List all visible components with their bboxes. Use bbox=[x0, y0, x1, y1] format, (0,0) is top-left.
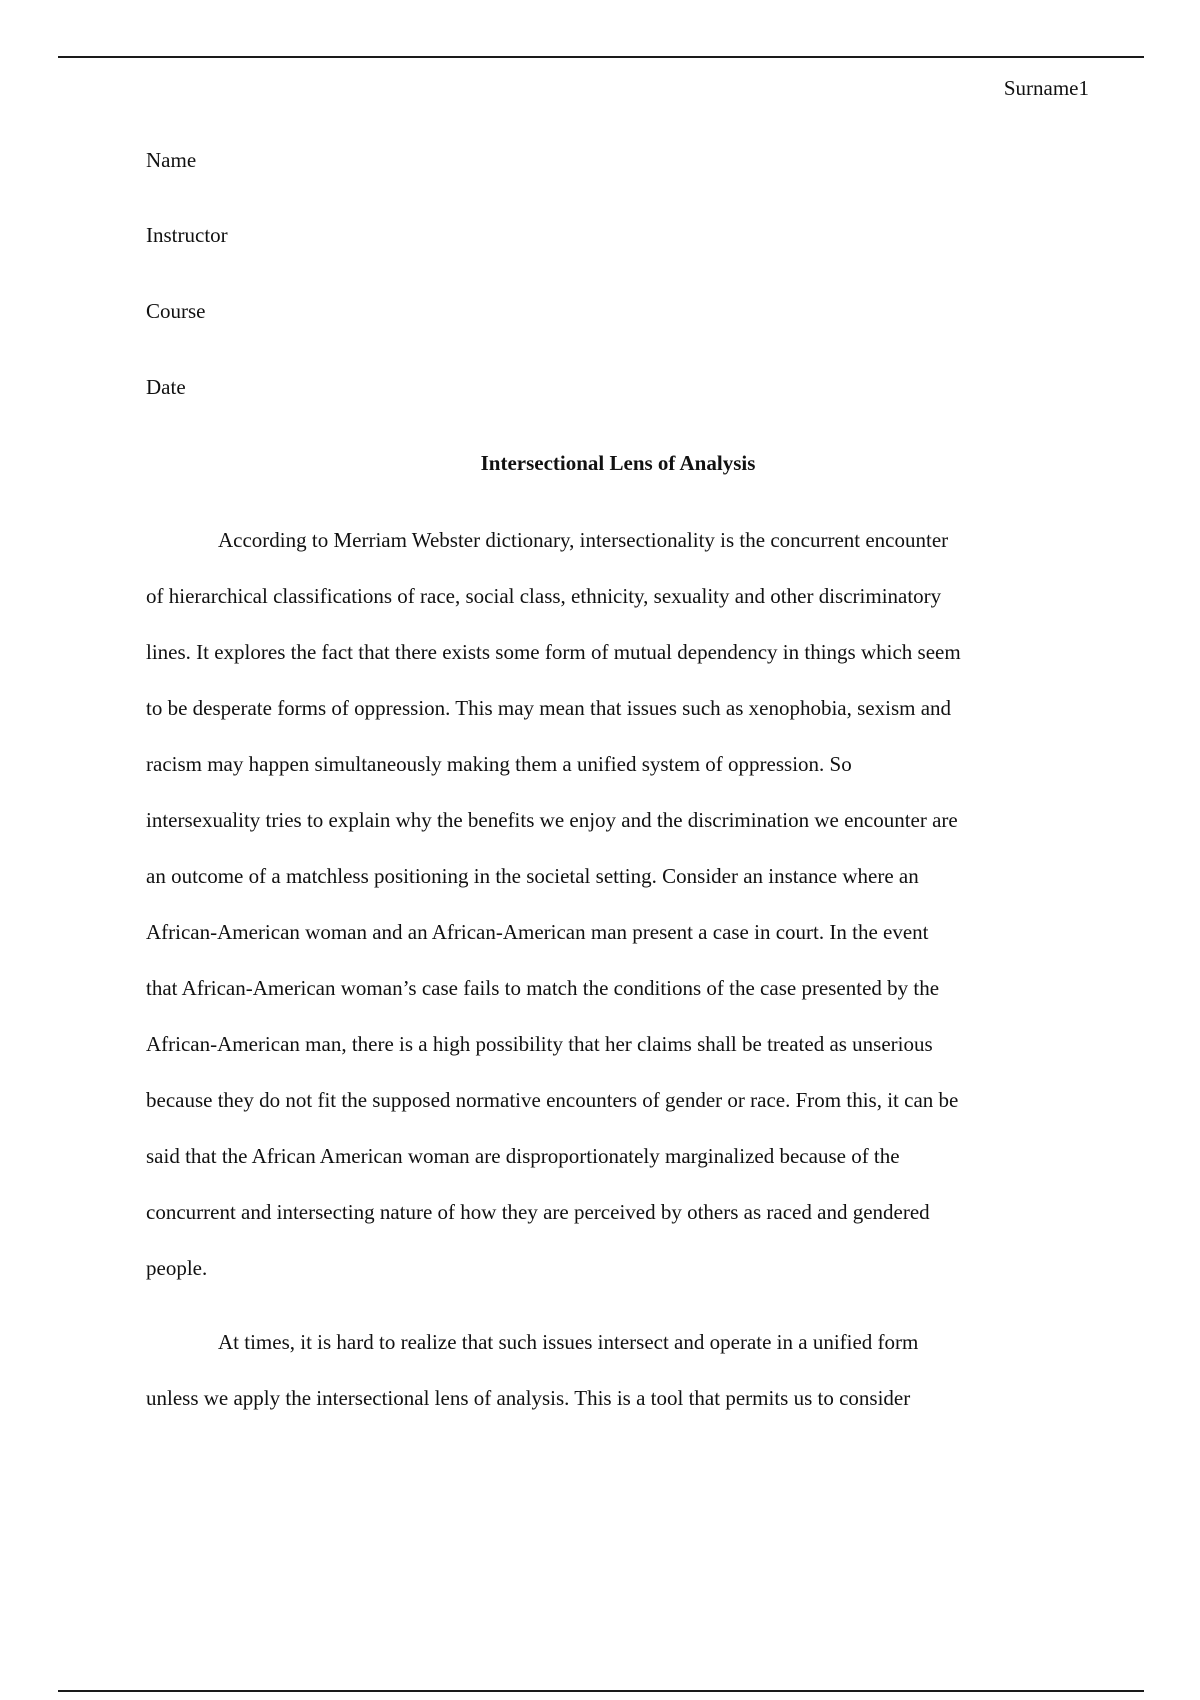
paragraph-line: because they do not fit the supposed normative encounters of gender or race. From this, it can be bbox=[146, 1088, 959, 1112]
document-body bbox=[146, 526, 1090, 1440]
paragraph-line: of hierarchical classifications of race, social class, ethnicity, sexuality and other discriminatory bbox=[146, 584, 942, 608]
heading-date: Date bbox=[146, 375, 186, 399]
paragraph-line: an outcome of a matchless positioning in the societal setting. Consider an instance where an bbox=[146, 864, 919, 888]
heading-name: Name bbox=[146, 148, 197, 172]
paragraph bbox=[146, 526, 1090, 1310]
page-top-rule bbox=[58, 56, 1144, 58]
page-bottom-rule bbox=[58, 1690, 1144, 1692]
paragraph-line: to be desperate forms of oppression. This may mean that issues such as xenophobia, sexism and bbox=[146, 696, 952, 720]
paragraph-line: At times, it is hard to realize that such issues intersect and operate in a unified form bbox=[218, 1330, 919, 1354]
heading-course: Course bbox=[146, 299, 206, 323]
paragraph bbox=[146, 1328, 1090, 1440]
paragraph-line: According to Merriam Webster dictionary, intersectionality is the concurrent encounter bbox=[218, 528, 949, 552]
paragraph-line: people. bbox=[146, 1256, 208, 1280]
paragraph-line: unless we apply the intersectional lens of analysis. This is a tool that permits us to consider bbox=[146, 1386, 911, 1410]
paragraph-line: racism may happen simultaneously making them a unified system of oppression. So bbox=[146, 752, 852, 776]
document-title: Intersectional Lens of Analysis bbox=[480, 451, 756, 475]
heading-instructor: Instructor bbox=[146, 223, 228, 247]
running-head: Surname1 bbox=[1003, 76, 1089, 100]
paragraph-line: intersexuality tries to explain why the benefits we enjoy and the discrimination we encounter are bbox=[146, 808, 958, 832]
paragraph-line: African-American man, there is a high possibility that her claims shall be treated as unserious bbox=[146, 1032, 933, 1056]
paragraph-line: lines. It explores the fact that there exists some form of mutual dependency in things which seem bbox=[146, 640, 961, 664]
paragraph-line: said that the African American woman are disproportionately marginalized because of the bbox=[146, 1144, 900, 1168]
paragraph-line: African-American woman and an African-American man present a case in court. In the event bbox=[146, 920, 929, 944]
paragraph-line: concurrent and intersecting nature of how they are perceived by others as raced and gendered bbox=[146, 1200, 930, 1224]
paragraph-line: that African-American woman’s case fails to match the conditions of the case presented by the bbox=[146, 976, 940, 1000]
